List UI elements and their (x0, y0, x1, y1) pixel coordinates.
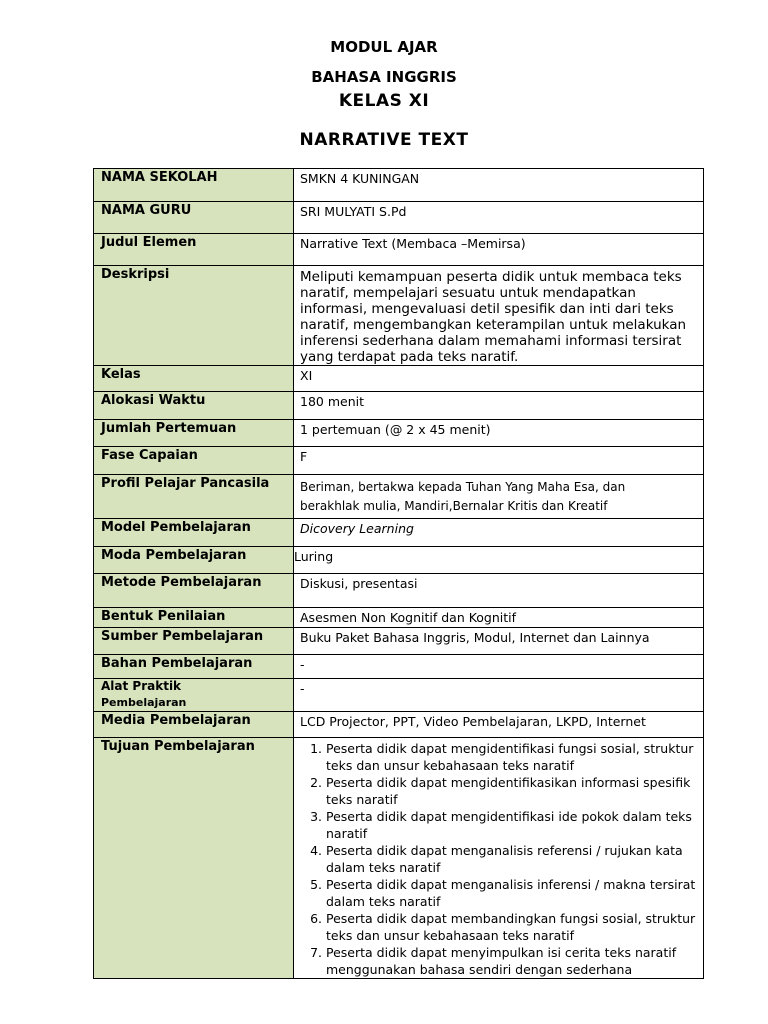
row-label: Profil Pelajar Pancasila (94, 475, 294, 519)
row-label: Media Pembelajaran (94, 712, 294, 738)
row-value: - (294, 679, 704, 712)
table-row (94, 679, 704, 712)
row-label (94, 679, 294, 712)
objectives-list (300, 740, 703, 978)
row-label: Bahan Pembelajaran (94, 655, 294, 679)
row-label: Moda Pembelajaran (94, 547, 294, 574)
row-label: Bentuk Penilaian (94, 608, 294, 628)
table-row (94, 392, 704, 420)
row-label: Fase Capaian (94, 447, 294, 475)
row-label: Kelas (94, 366, 294, 392)
row-value: Asesmen Non Kognitif dan Kognitif (294, 608, 704, 628)
row-label: Metode Pembelajaran (94, 574, 294, 608)
row-label: NAMA SEKOLAH (94, 169, 294, 202)
row-value: XI (294, 366, 704, 392)
table-row (94, 712, 704, 738)
table-row (94, 738, 704, 979)
topic-title: NARRATIVE TEXT (299, 130, 469, 150)
row-label: Alokasi Waktu (94, 392, 294, 420)
row-value: F (294, 447, 704, 475)
row-value: Meliputi kemampuan peserta didik untuk membaca teks naratif, mempelajari sesuatu untuk mendapatkan informasi, mengevaluasi detil spesifik dan inti dari teks naratif, mengembangkan keterampilan untuk melakukan inferensi sederhana dalam memahami informasi tersirat yang terdapat pada teks naratif. (294, 266, 704, 366)
module-info-table (93, 168, 704, 979)
row-value: LCD Projector, PPT, Video Pembelajaran, LKPD, Internet (294, 712, 704, 738)
class-title: KELAS XI (338, 91, 430, 111)
subject-title: BAHASA INGGRIS (311, 68, 457, 86)
row-label: Tujuan Pembelajaran (94, 738, 294, 979)
table-row (94, 169, 704, 202)
row-label: NAMA GURU (94, 202, 294, 234)
table-row (94, 366, 704, 392)
table-row (94, 475, 704, 519)
row-value: Dicovery Learning (294, 519, 704, 547)
row-value: SRI MULYATI S.Pd (294, 202, 704, 234)
list-item: 2. Peserta didik dapat mengidentifikasikan informasi spesifik teks naratif (326, 774, 703, 808)
row-value (294, 738, 704, 979)
table-row (94, 266, 704, 366)
row-label-line: Pembelajaran (101, 696, 187, 709)
table-row (94, 447, 704, 475)
row-value: SMKN 4 KUNINGAN (294, 169, 704, 202)
list-item: 4. Peserta didik dapat menganalisis referensi / rujukan kata dalam teks naratif (326, 842, 703, 876)
row-value-line: berakhlak mulia, Mandiri,Bernalar Kritis dan Kreatif (300, 499, 608, 513)
table-row (94, 519, 704, 547)
row-value (294, 475, 704, 519)
row-label: Model Pembelajaran (94, 519, 294, 547)
row-label-line: Alat Praktik (101, 679, 182, 693)
table-row (94, 202, 704, 234)
list-item: 1. Peserta didik dapat mengidentifikasi fungsi sosial, struktur teks dan unsur kebahasaan teks naratif (326, 740, 703, 774)
row-value: Narrative Text (Membaca –Memirsa) (294, 234, 704, 266)
list-item: 5. Peserta didik dapat menganalisis inferensi / makna tersirat dalam teks naratif (326, 876, 703, 910)
row-label: Deskripsi (94, 266, 294, 366)
row-value: - (294, 655, 704, 679)
list-item: 3. Peserta didik dapat mengidentifikasi ide pokok dalam teks naratif (326, 808, 703, 842)
table-row (94, 420, 704, 447)
row-value-line: Beriman, bertakwa kepada Tuhan Yang Maha Esa, dan (300, 480, 626, 494)
table-row (94, 655, 704, 679)
table-row (94, 608, 704, 628)
row-value: 1 pertemuan (@ 2 x 45 menit) (294, 420, 704, 447)
list-item: 7. Peserta didik dapat menyimpulkan isi cerita teks naratif menggunakan bahasa sendiri dengan sederhana (326, 944, 703, 978)
row-label: Judul Elemen (94, 234, 294, 266)
row-label: Sumber Pembelajaran (94, 628, 294, 655)
row-value: Buku Paket Bahasa Inggris, Modul, Internet dan Lainnya (294, 628, 704, 655)
document-title: MODUL AJAR (330, 38, 438, 56)
table-row (94, 234, 704, 266)
row-value: 180 menit (294, 392, 704, 420)
row-value: Luring (294, 547, 704, 574)
row-value: Diskusi, presentasi (294, 574, 704, 608)
row-label: Jumlah Pertemuan (94, 420, 294, 447)
table-row (94, 628, 704, 655)
table-row (94, 574, 704, 608)
table-row (94, 547, 704, 574)
list-item: 6. Peserta didik dapat membandingkan fungsi sosial, struktur teks dan unsur kebahasaan teks naratif (326, 910, 703, 944)
